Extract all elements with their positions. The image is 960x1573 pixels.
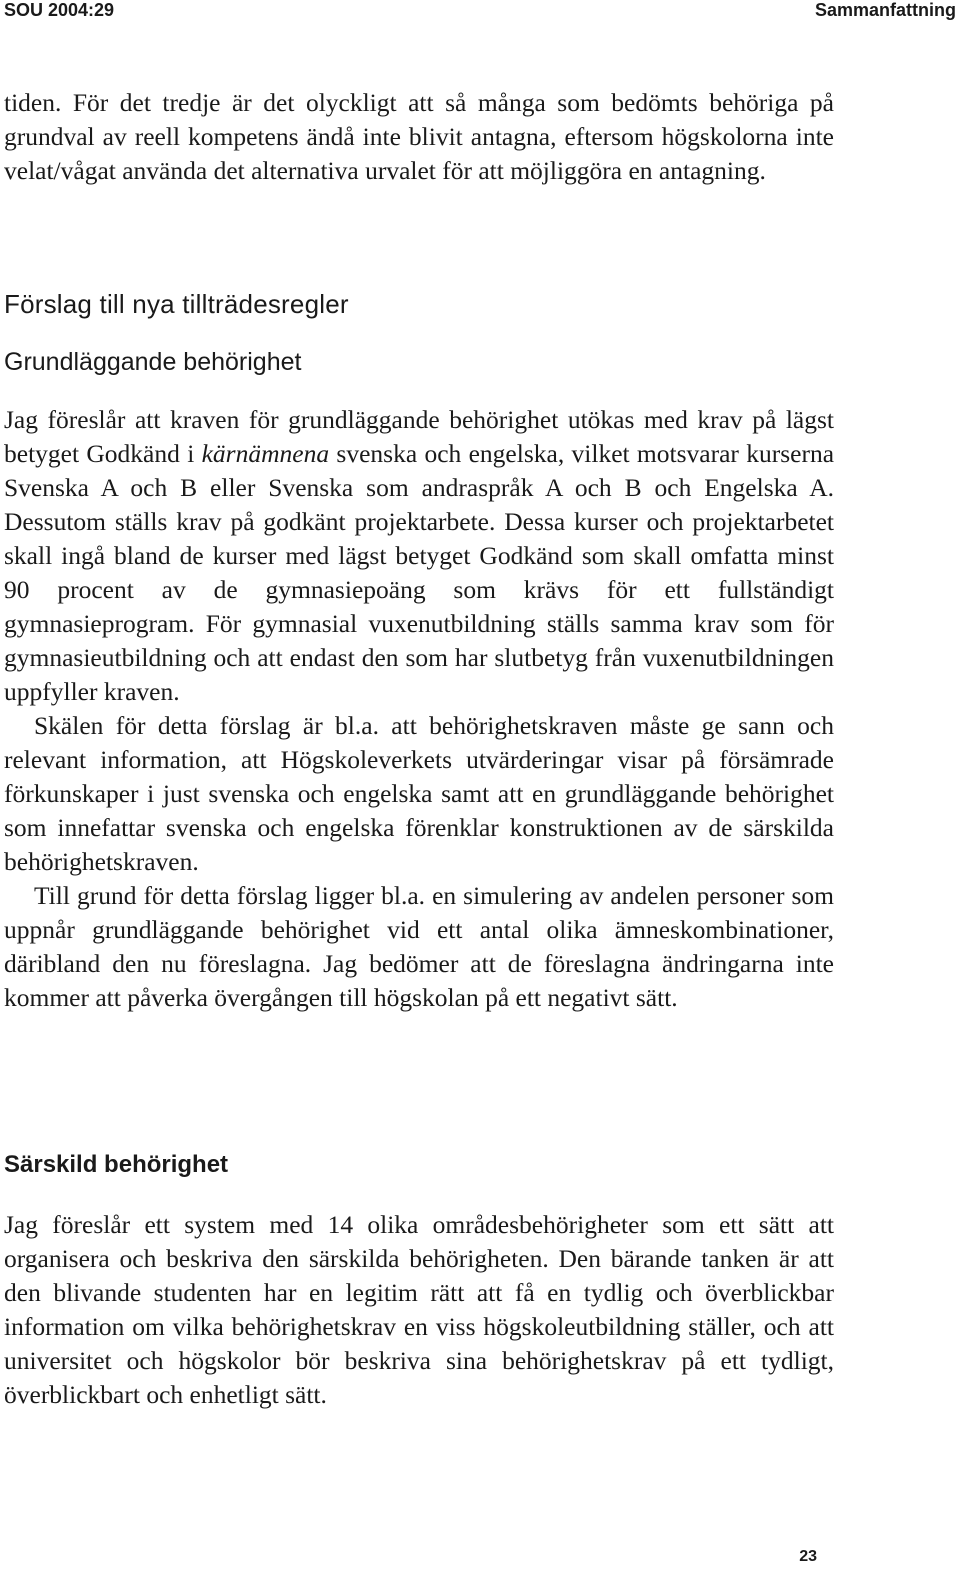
paragraph-sarskild-1: Jag föreslår ett system med 14 olika områdesbehörigheter som ett sätt att organisera och beskriva den särskilda behörigheten. Den bärande tanken är att den blivande studenten har en legitim rätt att få en tydlig och överblickbar information om vilka behörighetskrav en viss högskoleutbildning ställer, och att universitet och högskolor bör beskriva sina behörighetskrav på ett tydligt, överblickbart och enhetligt sätt. xyxy=(4,1210,834,1409)
chapter-title: Sammanfattning xyxy=(814,0,956,20)
paragraph-grundlaggande-1 xyxy=(4,403,834,709)
subsection-title-sarskild: Särskild behörighet xyxy=(4,1151,229,1178)
subsection-title-grundlaggande: Grundläggande behörighet xyxy=(4,348,302,376)
paragraph-grundlaggande-2: Skälen för detta förslag är bl.a. att behörighetskraven måste ge sann och relevant information, att Högskoleverkets utvärderingar visar på försämrade förkunskaper i just svenska och engelska samt att en grundläggande behörighet som innefattar svenska och engelska förenklar konstruktionen av de särskilda behörighetskraven. xyxy=(4,711,834,876)
section-title: Förslag till nya tillträdesregler xyxy=(4,289,349,319)
paragraph-grundlaggande-3: Till grund för detta förslag ligger bl.a. en simulering av andelen personer som uppnår grundläggande behörighet vid ett antal olika ämneskombinationer, däribland den nu föreslagna. Jag bedömer att de föreslagna ändringarna inte kommer att påverka övergången till högskolan på ett negativt sätt. xyxy=(4,881,834,1012)
running-header xyxy=(0,0,960,26)
emphasized-term: kärnämnena xyxy=(201,439,330,468)
subsection-grundlaggande-body xyxy=(4,403,834,1015)
document-id: SOU 2004:29 xyxy=(4,0,115,20)
paragraph-text: svenska och engelska, vilket motsvarar kurserna Svenska A och B eller Svenska som andraspråk A och B och Engelska A. Dessutom ställs krav på godkänt projektarbete. Dessa kurser och projektarbetet skall ingå bland de kurser med lägst betyget Godkänd som skall omfatta minst 90 procent av de gymnasiepoäng som krävs för ett fullständigt gymnasieprogram. För gymnasial vuxenutbildning ställs samma krav som för gymnasieutbildning och att endast den som har slutbetyg från vuxenutbildningen uppfyller kraven. xyxy=(4,439,835,706)
intro-paragraph-block xyxy=(4,86,834,188)
intro-paragraph: tiden. För det tredje är det olyckligt att så många som bedömts behöriga på grundval av reell kompetens ändå inte blivit antagna, eftersom högskolorna inte velat/vågat använda det alternativa urvalet för att möjliggöra en antagning. xyxy=(4,88,834,185)
paragraph-text: Jag föreslår att kraven för grundläggande behörighet utökas med krav på lägst betyget Godkänd i xyxy=(4,405,834,468)
subsection-sarskild-body xyxy=(4,1208,834,1412)
page-number: 23 xyxy=(799,1548,817,1565)
